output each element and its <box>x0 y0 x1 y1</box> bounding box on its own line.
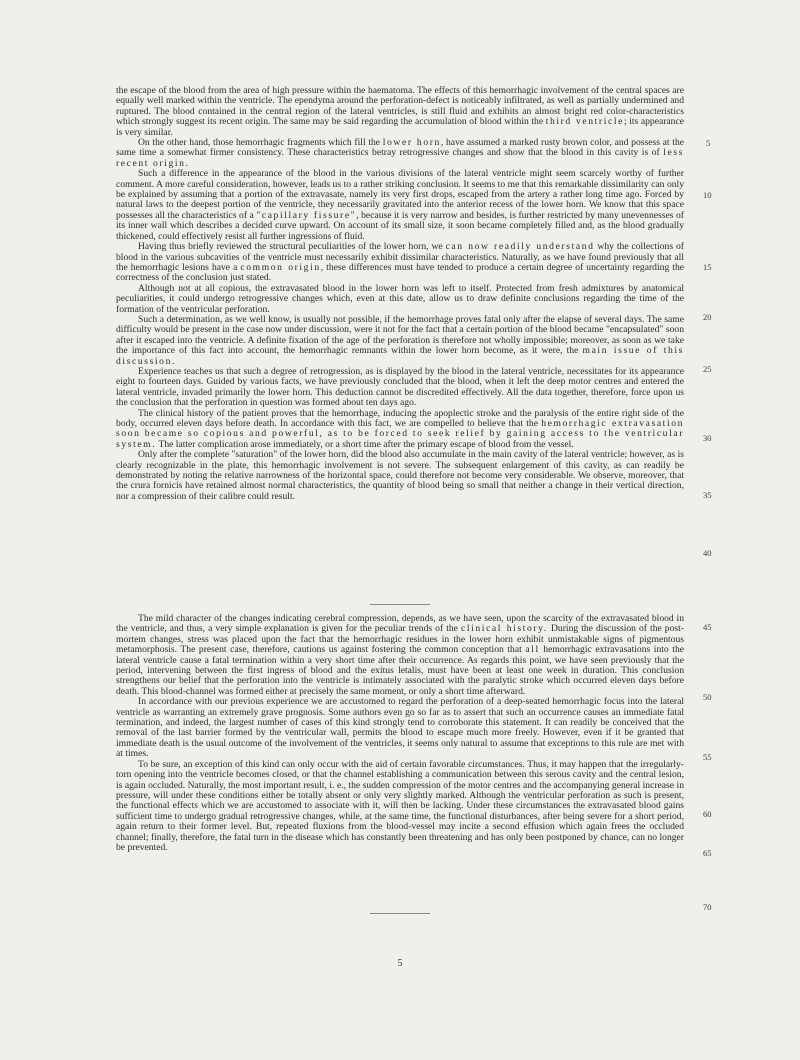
paragraph: Such a determination, as we well know, is usually not possible, if the hemorrhage proves fatal only after the elapse of several days. The same difficulty would be present in the case now under discussion, were it not for the fact that a certain portion of the blood became "encapsulated" soon after it escaped into the ventricle. A definite fixation of the age of the perforation is therefore not wholly impossible; moreover, as soon as we take the importance of this fact into account, the hemorrhagic remnants within the lower horn become, as it were, the main issue of this discussion. <box>116 313 684 367</box>
line-number: 50 <box>703 692 712 702</box>
line-number: 60 <box>703 809 712 819</box>
paragraph: Experience teaches us that such a degree of retrogression, as is displayed by the blood in the lateral ventricle, necessitates for its appearance eight to fourteen days. Guided by various facts, we have previously concluded that the blood, when it left the deep motor centres and entered the lateral ventricle, invaded primarily the lower horn. This deduction cannot be discredited effectively. All the data together, therefore, force upon us the conclusion that the perforation in question was formed about ten days ago. <box>116 365 684 409</box>
line-number: 70 <box>703 902 712 912</box>
paragraph: In accordance with our previous experience we are accustomed to regard the perforation of a deep-seated hemorrhagic focus into the lateral ventricle as warranting an extremely grave prognosis. Some authors even go so far as to assert that such an occurrence causes an immediate fatal termination, and indeed, the largest number of cases of this kind strongly tend to corroborate this statement. It can readily be conceived that the removal of the last barrier formed by the ventricular wall, permits the blood to escape much more freely. However, even if it be granted that immediate death is the usual outcome of the involvement of the ventricles, it seems only natural to assume that exceptions to this rule are met with at times. <box>116 696 684 760</box>
paragraph: To be sure, an exception of this kind can only occur with the aid of certain favorable circumstances. Thus, it may happen that the irregularly-torn opening into the ventricle becomes closed, or that the channel establishing a communication between this serous cavity and the central lesion, is again occluded. Naturally, the most important result, i. e., the sudden compression of the motor centres and the accompanying general increase in pressure, will under these conditions either be totally absent or only very slightly marked. Although the ventricular perforation as such is present, the functional effects which we are accustomed to associate with it, will then be lacking. Under these circumstances the extravasated blood gains sufficient time to undergo gradual retrogressive changes, while, at the same time, the functional disturbances, after being severe for a short period, again return to their former level. But, repeated fluxions from the blood-vessel may incite a second effusion which again frees the occluded channel; finally, therefore, the fatal turn in the disease which has constantly been threatening and has only been postponed by chance, can no longer be prevented. <box>116 758 684 853</box>
line-number: 65 <box>703 848 712 858</box>
line-number: 45 <box>703 622 712 632</box>
paragraph: The mild character of the changes indicating cerebral compression, depends, as we have seen, upon the scarcity of the extravasated blood in the ventricle, and thus, a very simple explanation is given for the peculiar trends of the clinical history. During the discussion of the post-mortem changes, stress was placed upon the fact that the hemorrhagic residues in the lower horn exhibit unmistakable signs of pigmentous metamorphosis. The present case, therefore, cautions us against fostering the common conception that all hemorrhagic extravasations into the lateral ventricle cause a fatal termination within a very short time after their occurrence. As regards this point, we have seen previously that the period, intervening between the first ingress of blood and the exitus letalis, must have been at least one week in duration. This conclusion strengthens our belief that the perforation into the ventricle is intimately associated with the paralytic stroke which occurred eleven days before death. This blood-channel was formed either at precisely the same moment, or only a short time afterward. <box>116 613 685 697</box>
page-number: 5 <box>397 958 403 969</box>
line-number: 10 <box>703 190 712 200</box>
paragraph: the escape of the blood from the area of high pressure within the haematoma. The effects of this hemorrhagic involvement of the central spaces are equally well marked within the ventricle. The ependyma around the perforation-defect is noticeably infiltrated, as well as partially undermined and ruptured. The blood contained in the central region of the lateral ventricles, is still fluid and exhibits an almost bright red color-characteristics which strongly suggest its recent origin. The same may be said regarding the accumulation of blood within the third ventricle; its appearance is very similar. <box>116 85 684 138</box>
text-block-lower <box>116 614 684 853</box>
paragraph: Only after the complete "saturation" of the lower horn, did the blood also accumulate in the main cavity of the lateral ventricle; however, as is clearly recognizable in the plate, this hemorrhagic involvement is not severe. The subsequent enlargement of this cavity, as can readily be demonstrated by noting the relative narrowness of the horizontal space, could therefore not become very considerable. We observe, moreover, that the crura fornicis have retained almost normal characteristics, the quantity of blood being so small that neither a change in their vertical direction, nor a compression of their calibre could result. <box>116 449 684 502</box>
line-number: 40 <box>703 548 712 558</box>
line-number: 55 <box>703 752 712 762</box>
line-number: 5 <box>706 138 711 148</box>
paragraph: Having thus briefly reviewed the structural peculiarities of the lower horn, we can now readily understand why the collections of blood in the various subcavities of the ventricle must necessarily exhibit dissimilar characteristics. Naturally, as we have found previously that all the hemorrhagic lesions have a common origin, these differences must have tended to produce a certain degree of uncertainty regarding the correctness of the conclusion just stated. <box>116 241 684 284</box>
line-number: 15 <box>703 262 712 272</box>
section-divider <box>370 913 430 914</box>
paragraph: The clinical history of the patient proves that the hemorrhage, inducing the apoplectic stroke and the paralysis of the entire right side of the body, occurred eleven days before death. In accordance with this fact, we are compelled to believe that the hemorrhagic extravasation soon became so copious and powerful, as to be forced to seek relief by gaining access to the ventricular system. The latter complication arose immediately, or a short time after the primary escape of blood from the vessel. <box>116 407 685 450</box>
paragraph: On the other hand, those hemorrhagic fragments which fill the lower horn, have assumed a marked rusty brown color, and possess at the same time a somewhat firmer consistency. These characteristics betray retrogressive changes and show that the blood in this cavity is of less recent origin. <box>116 137 684 169</box>
line-number: 20 <box>703 312 712 322</box>
line-number: 35 <box>703 490 712 500</box>
section-divider <box>370 604 430 605</box>
line-number: 25 <box>703 364 712 374</box>
paragraph: Although not at all copious, the extravasated blood in the lower horn was left to itself. Protected from fresh admixtures by anatomical peculiarities, it could undergo retrogressive changes which, even at this date, allow us to draw definite conclusions regarding the time of the formation of the ventricular perforation. <box>116 282 684 315</box>
paragraph: Such a difference in the appearance of the blood in the various divisions of the lateral ventricle might seem scarcely worthy of further comment. A more careful consideration, however, leads us to a rather striking conclusion. It seems to me that this remarkable dissimilarity can only be explained by assuming that a portion of the extravasate, namely its very first drops, escaped from the artery a rather long time ago. Forced by natural laws to the deepest portion of the ventricle, they necessarily gravitated into the anterior recess of the lower horn. We know that this space possesses all the characteristics of a "capillary fissure", because it is very narrow and besides, is further restricted by many unevennesses of its inner wall which describes a decided curve upward. On account of its small size, it soon became completely filled and, as the blood gradually thickened, could effectively resist all further ingressions of fluid. <box>116 168 684 242</box>
line-number: 30 <box>703 433 712 443</box>
text-block-upper <box>116 86 684 502</box>
